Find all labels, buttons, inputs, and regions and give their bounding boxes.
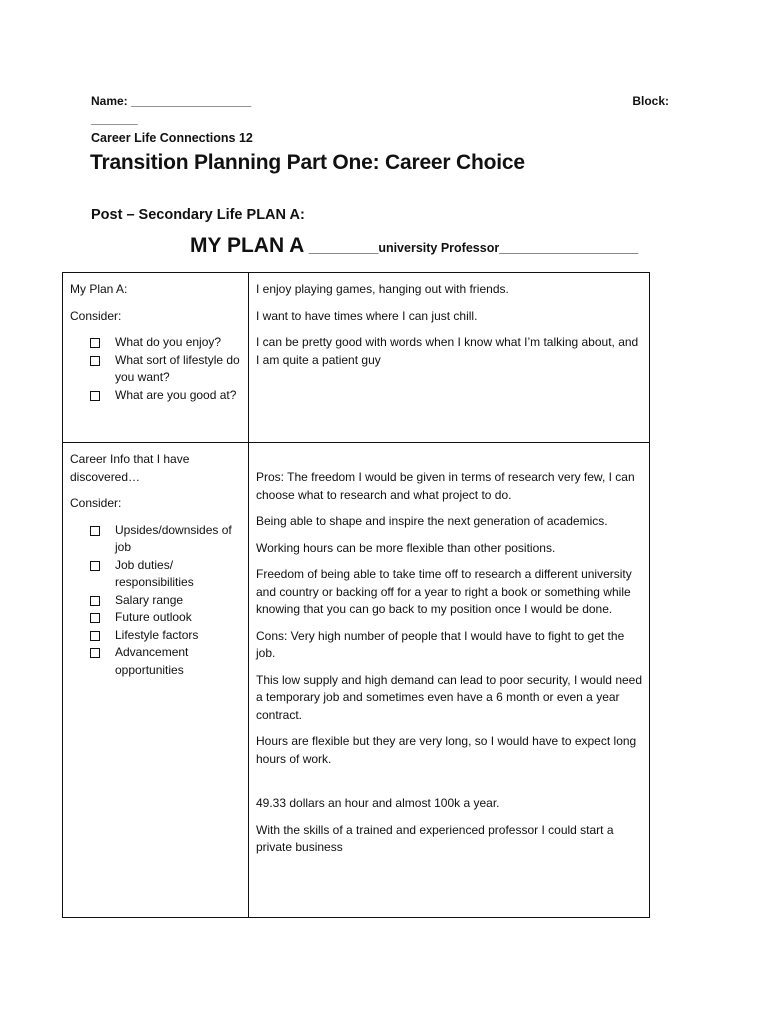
checklist-item: Salary range: [90, 592, 241, 610]
consider-label: Consider:: [70, 496, 122, 510]
my-plan-line: [190, 234, 638, 258]
table-row: [63, 443, 650, 918]
plan-table: [62, 272, 650, 918]
checklist-item: What do you enjoy?: [90, 334, 241, 352]
checklist-item: Lifestyle factors: [90, 627, 241, 645]
checklist-item: Job duties/ responsibilities: [90, 557, 241, 592]
answer-paragraph: I enjoy playing games, hanging out with friends.: [256, 282, 509, 296]
row-heading: My Plan A:: [70, 282, 128, 296]
section-subtitle: Post – Secondary Life PLAN A:: [91, 207, 305, 223]
spacer: [256, 451, 642, 469]
checklist-item: What are you good at?: [90, 387, 241, 405]
checklist-item: Future outlook: [90, 609, 241, 627]
answer-paragraph: Pros: The freedom I would be given in terms of research very few, I can choose what to research and what project to do.: [256, 470, 635, 502]
answer-paragraph: Freedom of being able to take time off to research a different university and country or backing off for a year to right a book or something while knowing that you can go back to my position once I would be done.: [256, 567, 632, 616]
checklist-item: Upsides/downsides of job: [90, 522, 241, 557]
my-plan-heading: MY PLAN A: [190, 234, 305, 257]
checklist: [70, 522, 241, 680]
spacer: [256, 777, 642, 795]
answer-paragraph: Cons: Very high number of people that I would have to fight to get the job.: [256, 628, 625, 660]
prompt-cell: [63, 273, 249, 443]
table-row: [63, 273, 650, 443]
answer-paragraph: Working hours can be more flexible than other positions.: [256, 540, 556, 555]
checklist-item: What sort of lifestyle do you want?: [90, 352, 241, 387]
answer-cell: [249, 273, 650, 443]
answer-paragraph: Being able to shape and inspire the next generation of academics.: [256, 514, 608, 528]
answer-paragraph: I want to have times where I can just chill.: [256, 308, 478, 323]
prompt-cell: [63, 443, 249, 918]
block-field-label: Block:: [632, 94, 669, 108]
answer-paragraph: With the skills of a trained and experienced professor I could start a private business: [256, 822, 614, 854]
consider-label: Consider:: [70, 308, 122, 323]
my-plan-answer: __________university Professor____________________: [308, 241, 639, 255]
page-title: Transition Planning Part One: Career Choice: [90, 151, 525, 174]
checklist: [70, 334, 241, 404]
answer-paragraph: 49.33 dollars an hour and almost 100k a year.: [256, 796, 500, 810]
answer-paragraph: Hours are flexible but they are very long, so I would have to expect long hours of work.: [256, 734, 637, 766]
answer-paragraph: This low supply and high demand can lead to poor security, I would need a temporary job and sometimes even have a 6 month or even a year contract.: [256, 672, 643, 722]
block-blank: _______: [91, 112, 138, 126]
name-field-label: Name: __________________: [91, 94, 252, 108]
checklist-item: Advancement opportunities: [90, 644, 241, 679]
row-heading: Career Info that I have discovered…: [70, 452, 190, 484]
course-name: Career Life Connections 12: [91, 131, 253, 145]
answer-paragraph: I can be pretty good with words when I know what I’m talking about, and I am quite a patient guy: [256, 335, 639, 367]
answer-cell: [249, 443, 650, 918]
header-row: [91, 94, 669, 108]
